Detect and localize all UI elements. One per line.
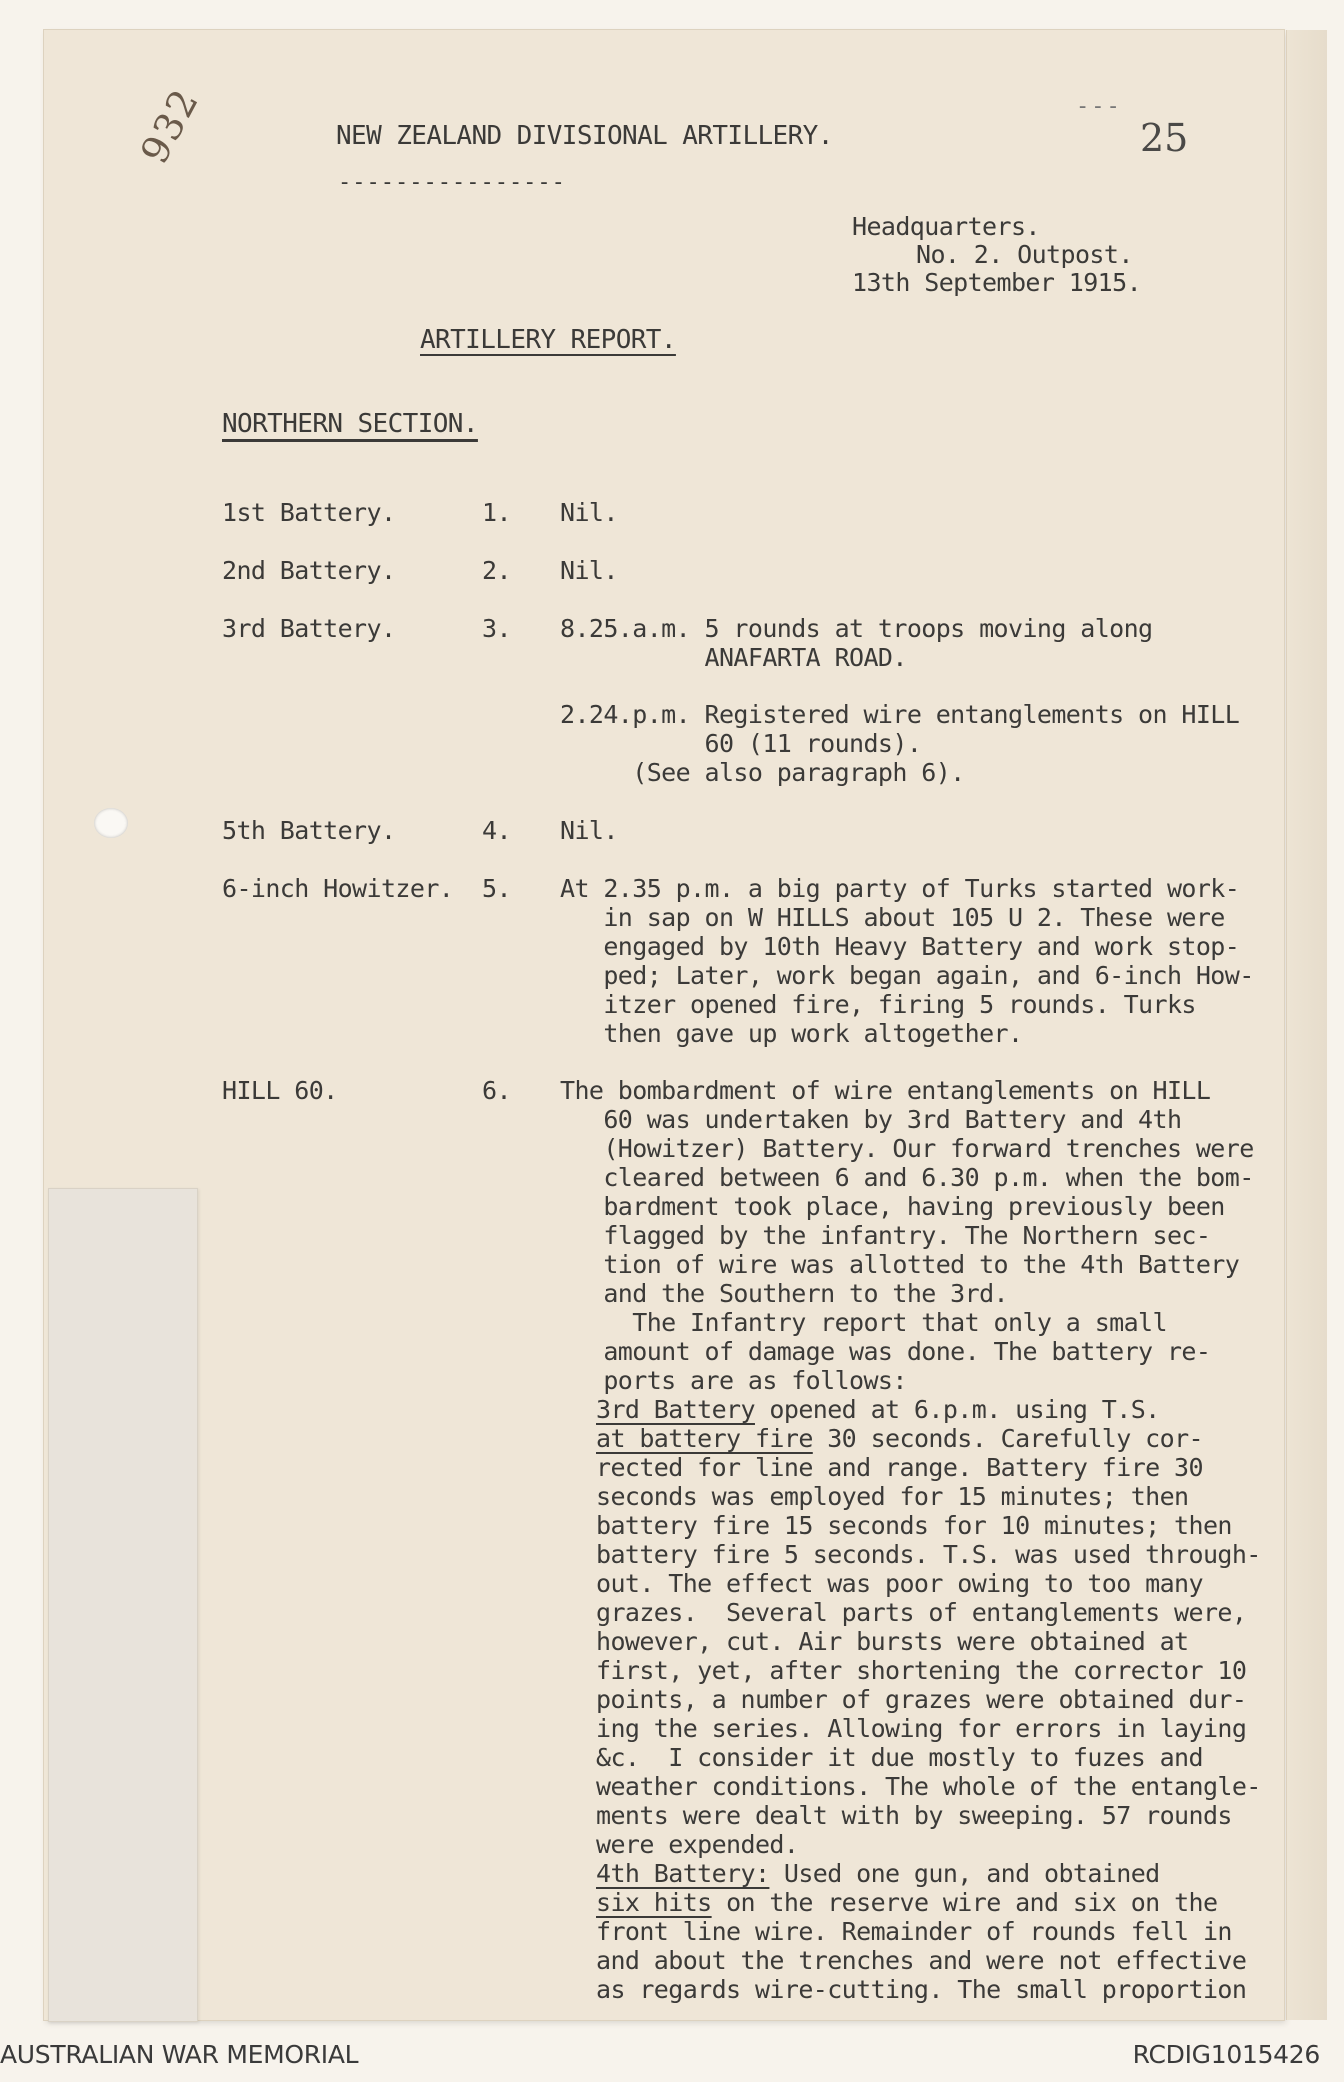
entry-line: bardment took place, having previously been (560, 1192, 1225, 1221)
entry-line: The Infantry report that only a small (560, 1308, 1167, 1337)
entry-line: ports are as follows: (560, 1366, 907, 1395)
entry-line: and the Southern to the 3rd. (560, 1279, 1008, 1308)
battery-3-first-rest: opened at 6.p.m. using T.S. (754, 1395, 1160, 1424)
entry-text: Nil. (560, 498, 618, 527)
battery-3-second-rest: 30 seconds. Carefully cor- (812, 1424, 1203, 1453)
battery-3-line: battery fire 15 seconds for 10 minutes; then (596, 1511, 1232, 1540)
entry-line: At 2.35 p.m. a big party of Turks started work- (560, 874, 1240, 903)
page-number: 25 (1140, 116, 1189, 160)
battery-3-underlined: at battery fire (596, 1424, 813, 1453)
entry-line: flagged by the infantry. The Northern sec- (560, 1221, 1211, 1250)
entry-number: 4. (482, 816, 511, 845)
battery-3-line: were expended. (596, 1830, 799, 1859)
entry-line: (See also paragraph 6). (560, 758, 965, 787)
hq-line-1: Headquarters. (852, 212, 1040, 241)
entry-line: 8.25.a.m. 5 rounds at troops moving along (560, 614, 1153, 643)
entry-label: 3rd Battery. (222, 614, 396, 643)
battery-3-line: rected for line and range. Battery fire 30 (596, 1453, 1203, 1482)
hq-line-3: 13th September 1915. (852, 268, 1142, 297)
entry-number: 6. (482, 1076, 511, 1105)
battery-4-second-rest: on the reserve wire and six on the (711, 1888, 1218, 1917)
title-rule: ---------------- (338, 170, 566, 195)
entry-line: in sap on W HILLS about 105 U 2. These were (560, 903, 1225, 932)
footer-institution: AUSTRALIAN WAR MEMORIAL (0, 2040, 359, 2069)
battery-3-line: first, yet, after shortening the corrector 10 (596, 1656, 1247, 1685)
entry-text: Nil. (560, 816, 618, 845)
entry-line: 60 was undertaken by 3rd Battery and 4th (560, 1105, 1182, 1134)
footer-record-id: RCDIG1015426 (1132, 2040, 1320, 2069)
entry-label: 5th Battery. (222, 816, 396, 845)
entry-line: tion of wire was allotted to the 4th Battery (560, 1250, 1240, 1279)
sheet-edge (1286, 30, 1327, 2020)
battery-3-line-1 (596, 1395, 1160, 1424)
entry-line: The bombardment of wire entanglements on HILL (560, 1076, 1211, 1105)
battery-3-line: seconds was employed for 15 minutes; then (596, 1482, 1189, 1511)
entry-line: (Howitzer) Battery. Our forward trenches were (560, 1134, 1254, 1163)
battery-3-line: weather conditions. The whole of the entangle- (596, 1772, 1261, 1801)
entry-line: 60 (11 rounds). (560, 729, 922, 758)
entry-line: itzer opened fire, firing 5 rounds. Turks (560, 990, 1196, 1019)
battery-3-line: &c. I consider it due mostly to fuzes and (596, 1743, 1203, 1772)
punch-hole (94, 808, 128, 838)
entry-number: 1. (482, 498, 511, 527)
battery-3-line: out. The effect was poor owing to too many (596, 1569, 1203, 1598)
report-title: ARTILLERY REPORT. (420, 325, 676, 355)
entry-line: cleared between 6 and 6.30 p.m. when the bom- (560, 1163, 1254, 1192)
entry-line: amount of damage was done. The battery re- (560, 1337, 1211, 1366)
entry-number: 3. (482, 614, 511, 643)
battery-4-first-rest: Used one gun, and obtained (769, 1859, 1160, 1888)
document-title: NEW ZEALAND DIVISIONAL ARTILLERY. (336, 121, 833, 151)
entry-number: 2. (482, 556, 511, 585)
entry-line: ANAFARTA ROAD. (560, 643, 907, 672)
battery-4-line-2 (596, 1888, 1217, 1917)
entry-text: Nil. (560, 556, 618, 585)
battery-3-line-2 (596, 1424, 1203, 1453)
section-heading: NORTHERN SECTION. (222, 409, 478, 439)
battery-3-line: ments were dealt with by sweeping. 57 rounds (596, 1801, 1232, 1830)
hq-line-2: No. 2. Outpost. (916, 240, 1133, 269)
entry-number: 5. (482, 874, 511, 903)
entry-label: 2nd Battery. (222, 556, 396, 585)
entry-line: engaged by 10th Heavy Battery and work stop- (560, 932, 1240, 961)
battery-3-line: ing the series. Allowing for errors in laying (596, 1714, 1247, 1743)
entry-label: 6-inch Howitzer. (222, 874, 454, 903)
page-dash: --- (1076, 94, 1122, 119)
entry-label: HILL 60. (222, 1076, 338, 1105)
battery-4-line: front line wire. Remainder of rounds fell in (596, 1917, 1232, 1946)
battery-3-heading: 3rd Battery (596, 1395, 755, 1424)
entry-line: ped; Later, work began again, and 6-inch How- (560, 961, 1254, 990)
entry-line: then gave up work altogether. (560, 1019, 1023, 1048)
battery-3-line: grazes. Several parts of entanglements were, (596, 1598, 1247, 1627)
battery-4-line: and about the trenches and were not effective (596, 1946, 1247, 1975)
handwritten-folio-number: 932 (132, 80, 208, 171)
battery-3-line: points, a number of grazes were obtained dur- (596, 1685, 1247, 1714)
battery-4-underlined: six hits (596, 1888, 712, 1917)
battery-3-line: battery fire 5 seconds. T.S. was used through- (596, 1540, 1261, 1569)
attached-slip (48, 1188, 198, 2022)
battery-4-line: as regards wire-cutting. The small proportion (596, 1975, 1247, 2004)
entry-label: 1st Battery. (222, 498, 396, 527)
battery-4-line-1 (596, 1859, 1160, 1888)
battery-3-line: however, cut. Air bursts were obtained at (596, 1627, 1189, 1656)
entry-line: 2.24.p.m. Registered wire entanglements on HILL (560, 700, 1240, 729)
battery-4-heading: 4th Battery: (596, 1859, 770, 1888)
